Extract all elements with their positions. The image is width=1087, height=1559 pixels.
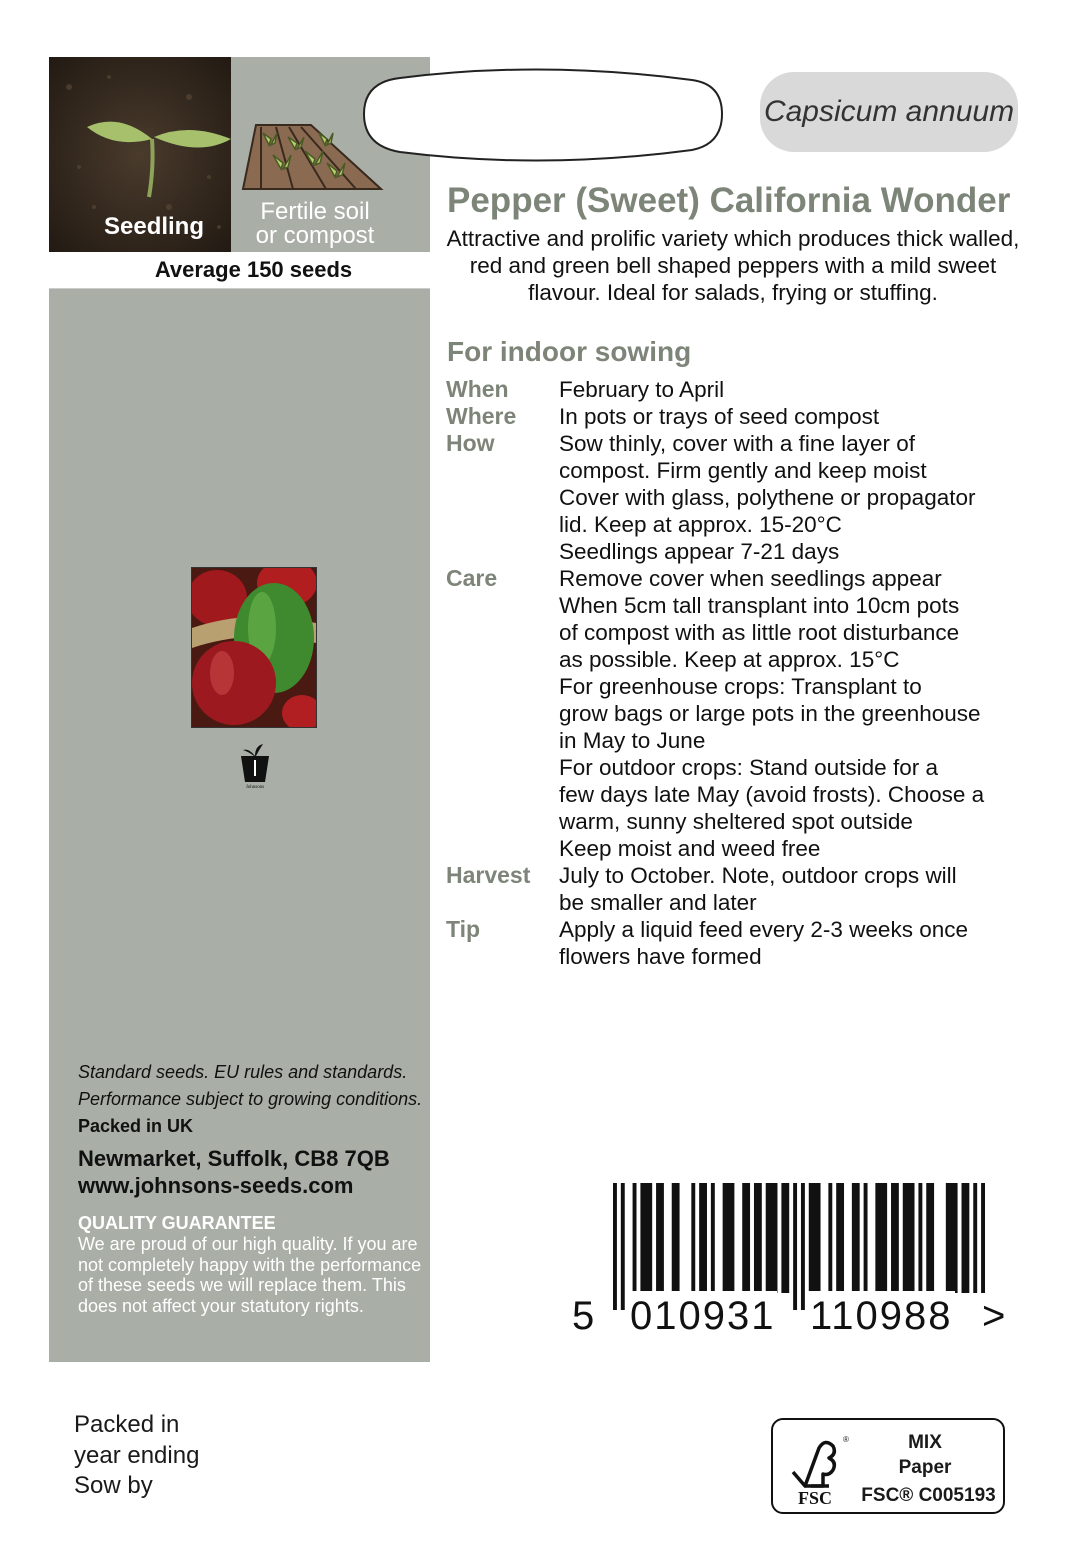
address-line: Newmarket, Suffolk, CB8 7QB xyxy=(78,1146,390,1171)
barcode-bar xyxy=(621,1183,625,1310)
seed-count: Average 150 seeds xyxy=(154,257,353,282)
left-panel xyxy=(49,57,430,1362)
fertile-soil-label xyxy=(231,200,399,248)
svg-text:Johnsons: Johnsons xyxy=(245,785,265,790)
barcode-bar xyxy=(946,1183,958,1293)
barcode-bar xyxy=(754,1183,762,1293)
packed-in-label: Packed in xyxy=(74,1411,180,1438)
fsc-code: FSC® C005193 xyxy=(861,1485,996,1506)
care-line: in May to June xyxy=(559,728,706,753)
barcode-bar xyxy=(656,1183,664,1293)
pepper-photo xyxy=(191,567,317,728)
fsc-paper: Paper xyxy=(898,1457,952,1478)
tip-text xyxy=(559,916,968,970)
barcode-right-digits: 110988 xyxy=(808,1291,955,1341)
product-description: Attractive and prolific variety which produces thick walled, red and green bell shaped peppers with a mild sweet flavour. Ideal for salads, frying or stuffing. xyxy=(446,226,1020,305)
barcode-bar xyxy=(672,1183,680,1293)
barcode-bar xyxy=(711,1183,715,1293)
barcode-bar xyxy=(864,1183,868,1293)
fsc-tree-icon xyxy=(785,1428,849,1508)
legal-line1: Standard seeds. EU rules and standards. xyxy=(78,1062,408,1082)
how-label: How xyxy=(446,430,495,456)
harvest-label: Harvest xyxy=(446,862,531,888)
barcode-quiet-zone-arrow: > xyxy=(982,1294,1006,1338)
harvest-line: July to October. Note, outdoor crops will xyxy=(559,863,957,888)
fertile-soil-label-line1: Fertile soil xyxy=(260,198,370,225)
fertile-soil-label-line2: or compost xyxy=(255,222,375,249)
fsc-mix-label xyxy=(771,1418,1005,1514)
barcode-bar xyxy=(981,1183,985,1293)
packed-info xyxy=(74,1410,199,1502)
tip-label: Tip xyxy=(446,916,481,942)
care-line: few days late May (avoid frosts). Choose a xyxy=(559,782,985,807)
care-line: of compost with as little root disturbance xyxy=(559,620,960,645)
how-text xyxy=(559,430,975,565)
instruction-row-where xyxy=(446,403,1066,430)
when-text xyxy=(559,376,724,403)
where-text xyxy=(559,403,879,430)
barcode-bar xyxy=(926,1183,934,1293)
how-line: Cover with glass, polythene or propagator xyxy=(559,485,976,510)
guarantee-text: We are proud of our high quality. If you are not completely happy with the performance of these seeds we will replace them. This does not affect your statutory rights. xyxy=(78,1233,422,1317)
care-line: For greenhouse crops: Transplant to xyxy=(559,674,922,699)
latin-name-badge xyxy=(760,72,1018,152)
when-label: When xyxy=(446,376,509,402)
barcode-bar xyxy=(633,1183,637,1293)
barcode-bar xyxy=(852,1183,860,1293)
barcode-bar xyxy=(836,1183,844,1293)
svg-text:®: ® xyxy=(843,1435,849,1444)
seedling-icon xyxy=(49,57,231,252)
care-line: as possible. Keep at approx. 15°C xyxy=(559,647,900,672)
quality-guarantee xyxy=(78,1213,428,1317)
barcode-bar xyxy=(875,1183,887,1293)
fsc-logo-text: FSC xyxy=(797,1488,833,1508)
legal-notes xyxy=(78,1059,423,1140)
instruction-row-harvest xyxy=(446,862,1066,916)
how-line: compost. Firm gently and keep moist xyxy=(559,458,927,483)
product-title: Pepper (Sweet) California Wonder xyxy=(447,181,1011,220)
barcode-bar xyxy=(973,1183,977,1293)
barcode-bar xyxy=(891,1183,899,1293)
care-line: Remove cover when seedlings appear xyxy=(559,566,942,591)
care-text xyxy=(559,565,984,862)
care-line: For outdoor crops: Stand outside for a xyxy=(559,755,938,780)
barcode-bar xyxy=(613,1183,617,1310)
packed-in-uk: Packed in UK xyxy=(78,1116,194,1136)
barcode-bar xyxy=(691,1183,695,1293)
instruction-row-tip xyxy=(446,916,1066,970)
legal-line2: Performance subject to growing conditions. xyxy=(78,1089,423,1109)
guarantee-title: QUALITY GUARANTEE xyxy=(78,1213,276,1233)
barcode-bar xyxy=(723,1183,735,1293)
johnsons-logo xyxy=(235,740,275,790)
instruction-row-when xyxy=(446,376,1066,403)
latin-name: Capsicum annuum xyxy=(763,95,1015,128)
tip-line: flowers have formed xyxy=(559,944,762,969)
barcode-bar xyxy=(918,1183,922,1293)
barcode-left-digits: 010931 xyxy=(628,1291,777,1341)
section-title: For indoor sowing xyxy=(447,336,692,367)
how-line: lid. Keep at approx. 15-20°C xyxy=(559,512,842,537)
care-line: Keep moist and weed free xyxy=(559,836,821,861)
barcode-bar xyxy=(766,1183,778,1293)
website-link[interactable]: www.johnsons-seeds.com xyxy=(78,1173,354,1198)
where-label: Where xyxy=(446,403,517,429)
care-line: warm, sunny sheltered spot outside xyxy=(559,809,913,834)
barcode-bar xyxy=(828,1183,832,1293)
harvest-line: be smaller and later xyxy=(559,890,757,915)
fsc-mix: MIX xyxy=(908,1432,942,1453)
barcode xyxy=(570,1183,1010,1348)
care-line: grow bags or large pots in the greenhouse xyxy=(559,701,981,726)
instruction-row-how xyxy=(446,430,1066,565)
barcode-first-digit: 5 xyxy=(572,1294,595,1338)
instruction-row-care xyxy=(446,565,1066,862)
where-line: In pots or trays of seed compost xyxy=(559,404,880,429)
pepper-photo-illustration xyxy=(192,568,316,727)
sow-by-label: Sow by xyxy=(74,1472,153,1499)
seed-count-band xyxy=(49,252,430,289)
harvest-text xyxy=(559,862,957,916)
barcode-bar xyxy=(699,1183,707,1293)
barcode-bar xyxy=(781,1183,789,1293)
tip-line: Apply a liquid feed every 2-3 weeks once xyxy=(559,917,968,942)
barcode-bar xyxy=(903,1183,915,1293)
hang-tab-window xyxy=(362,66,726,164)
how-line: Seedlings appear 7-21 days xyxy=(559,539,840,564)
barcode-bar xyxy=(640,1183,652,1293)
barcode-bar xyxy=(801,1183,805,1310)
seedling-label: Seedling xyxy=(103,213,205,240)
sowing-instructions xyxy=(446,376,1066,970)
care-label: Care xyxy=(446,565,498,591)
barcode-bar xyxy=(793,1183,797,1310)
year-ending-label: year ending xyxy=(74,1441,200,1469)
address xyxy=(78,1145,390,1199)
when-line: February to April xyxy=(559,377,725,402)
care-line: When 5cm tall transplant into 10cm pots xyxy=(559,593,960,618)
barcode-bar xyxy=(962,1183,970,1293)
barcode-bar xyxy=(742,1183,750,1293)
johnsons-pot-icon xyxy=(235,740,275,790)
how-line: Sow thinly, cover with a fine layer of xyxy=(559,431,915,456)
